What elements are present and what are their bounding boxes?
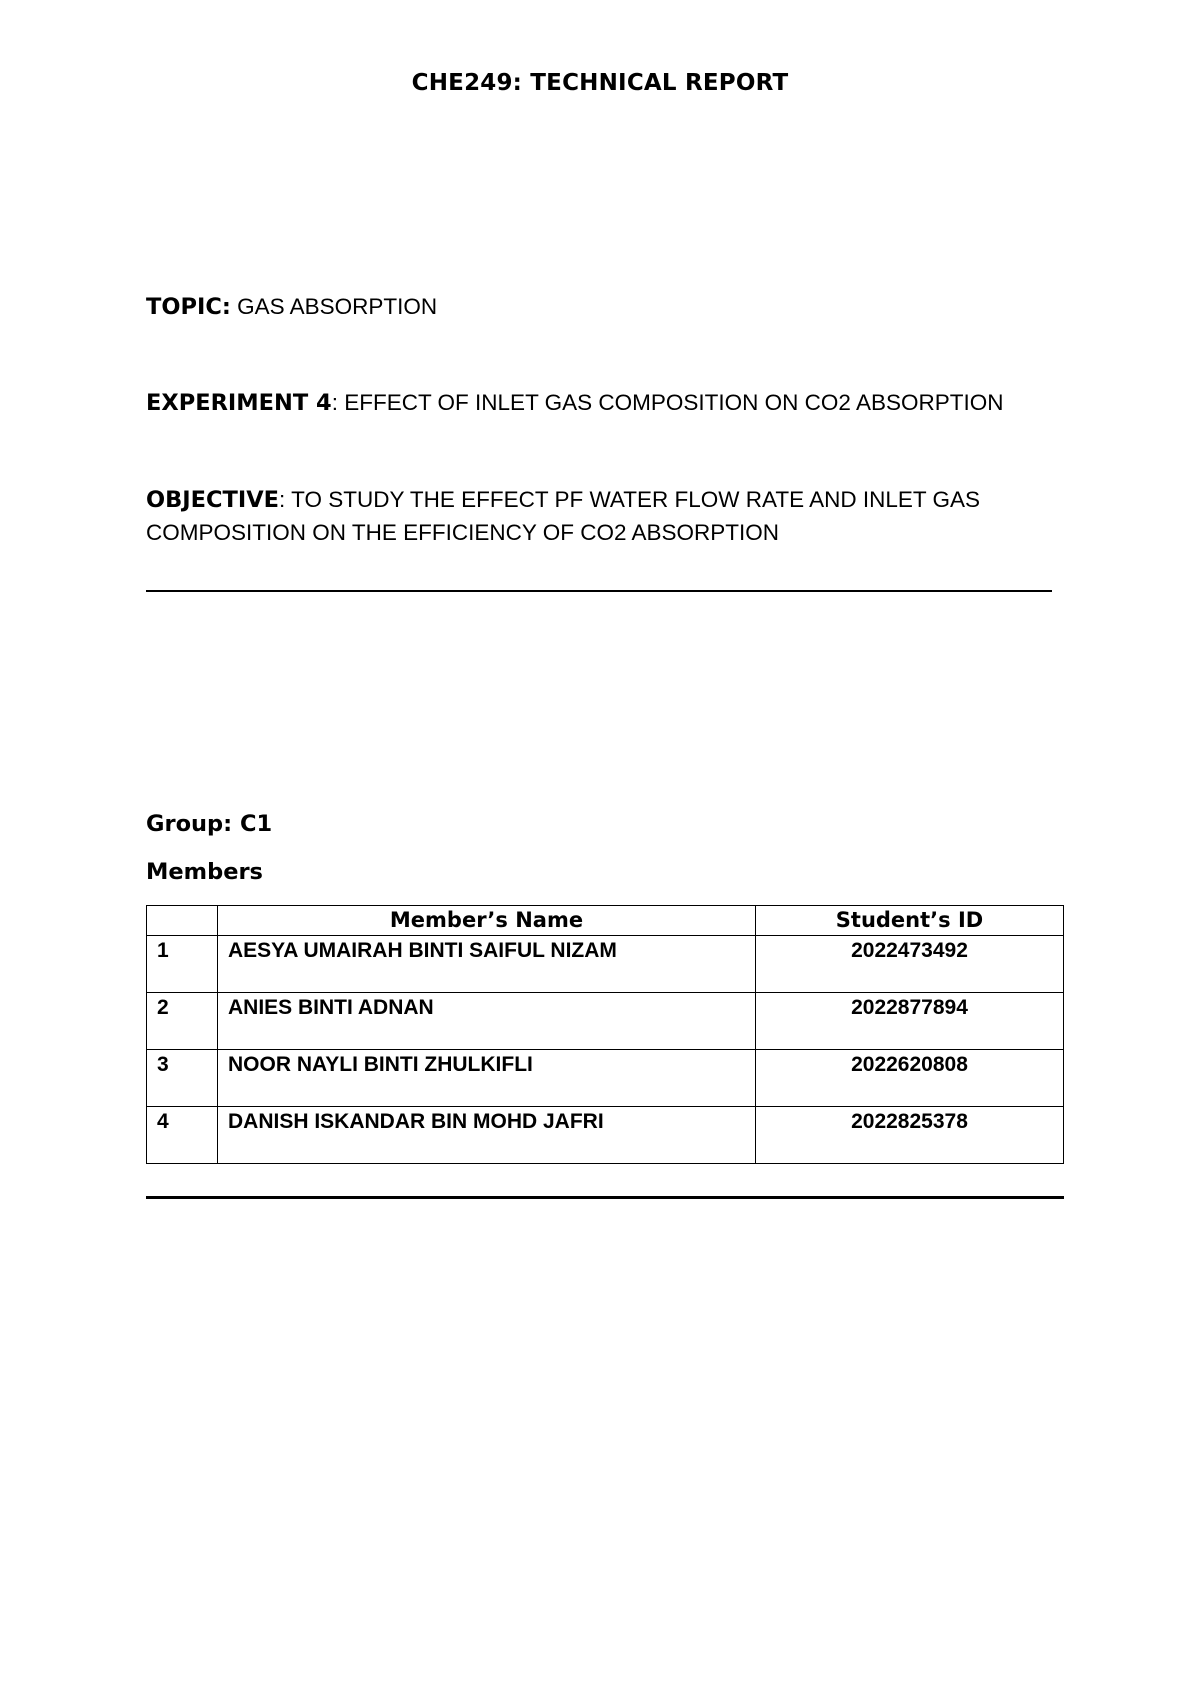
- header-student-id: Student’s ID: [756, 906, 1064, 936]
- objective-value-line2: COMPOSITION ON THE EFFICIENCY OF CO2 ABSORPTION: [146, 520, 779, 545]
- member-name: NOOR NAYLI BINTI ZHULKIFLI: [218, 1050, 756, 1107]
- members-text: Members: [146, 859, 263, 885]
- experiment-label: EXPERIMENT 4: [146, 390, 332, 416]
- topic-label: TOPIC:: [146, 294, 231, 320]
- member-name: ANIES BINTI ADNAN: [218, 993, 756, 1050]
- table-row: [147, 1050, 1064, 1107]
- topic-value: GAS ABSORPTION: [230, 294, 438, 319]
- student-id: 2022473492: [756, 936, 1064, 993]
- objective-value-line1: : TO STUDY THE EFFECT PF WATER FLOW RATE AND INLET GAS: [279, 487, 980, 512]
- objective-line-1: [146, 483, 980, 517]
- members-table: [146, 905, 1064, 1164]
- header-number: [147, 906, 218, 936]
- row-number: 3: [147, 1050, 218, 1107]
- table-row: [147, 1107, 1064, 1164]
- group-text: Group: C1: [146, 811, 273, 837]
- experiment-line: [146, 386, 1003, 420]
- objective-label: OBJECTIVE: [146, 487, 280, 513]
- table-row: [147, 993, 1064, 1050]
- row-number: 4: [147, 1107, 218, 1164]
- table-header-row: [147, 906, 1064, 936]
- member-name: AESYA UMAIRAH BINTI SAIFUL NIZAM: [218, 936, 756, 993]
- topic-line: [146, 290, 437, 324]
- header-member-name: Member’s Name: [218, 906, 756, 936]
- document-title: CHE249: TECHNICAL REPORT: [411, 70, 789, 96]
- member-name: DANISH ISKANDAR BIN MOHD JAFRI: [218, 1107, 756, 1164]
- group-label: [146, 808, 272, 841]
- bottom-divider: [146, 1196, 1064, 1199]
- student-id: 2022877894: [756, 993, 1064, 1050]
- members-label: [146, 856, 263, 889]
- row-number: 2: [147, 993, 218, 1050]
- experiment-value: : EFFECT OF INLET GAS COMPOSITION ON CO2 ABSORPTION: [331, 390, 1004, 415]
- section-divider: [146, 590, 1052, 592]
- student-id: 2022620808: [756, 1050, 1064, 1107]
- table-row: [147, 936, 1064, 993]
- student-id: 2022825378: [756, 1107, 1064, 1164]
- row-number: 1: [147, 936, 218, 993]
